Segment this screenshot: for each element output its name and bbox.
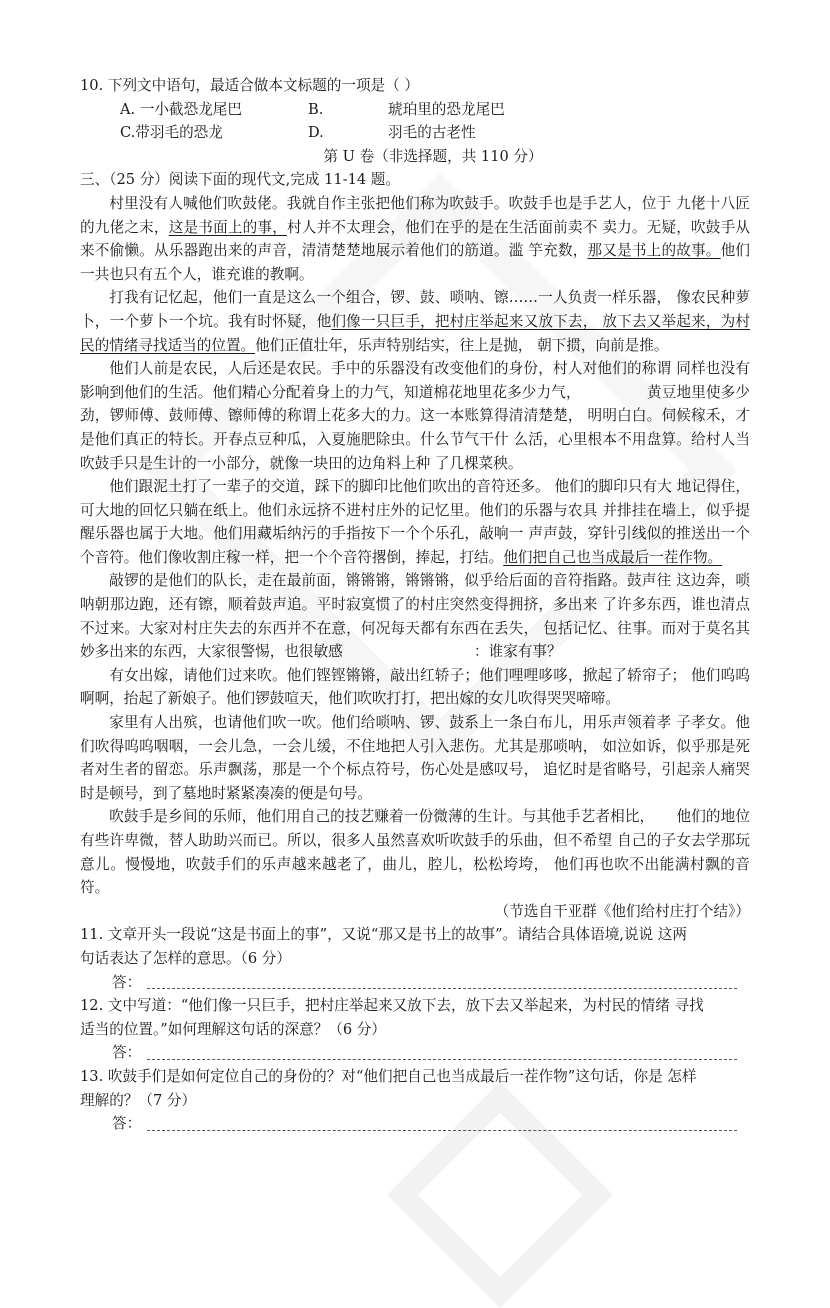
paragraph-text: 村人并不太理会，他们在乎的是在生活面前卖不 卖力。无疑，吹鼓手从来不偷懒。从乐器跑出来的声音，清清楚楚地展示着他们的筋道。滥 竽充数， bbox=[80, 218, 750, 260]
passage-paragraph-1 bbox=[80, 192, 750, 286]
section-3-heading: 三、（25 分）阅读下面的现代文,完成 11-14 题。 bbox=[80, 171, 400, 189]
part-2-title: 第 U 卷（非选择题，共 110 分） bbox=[323, 147, 543, 165]
paragraph-text: 他们正值壮年，乐声特别结实，往上是抛， 朝下掼，向前是推。 bbox=[255, 336, 669, 354]
option-c[interactable]: C.带羽毛的恐龙 bbox=[120, 124, 223, 142]
question-12-answer bbox=[80, 1041, 750, 1065]
exam-page bbox=[80, 74, 750, 1136]
question-10-options-row-2 bbox=[80, 121, 750, 145]
underlined-sentence-4: 他们把自己也当成最后一茬作物。 bbox=[503, 548, 723, 566]
passage-paragraph-7: 家里有人出殡，也请他们吹一吹。他们给唢呐、锣、鼓系上一条白布儿，用乐声领着孝 子孝女。他们吹得呜呜咽咽，一会儿急，一会儿缓，不住地把人引入悲伤。尤其是那唢呐， 如泣如诉，似乎那是死者对生者的留恋。乐声飘荡，那是一个个标点符号，伤心处是感叹号， 追忆时是省略号，引起亲人痛哭时是顿号，到了墓地时紧紧凑凑的便是句号。 bbox=[80, 714, 750, 802]
answer-blank-13[interactable] bbox=[147, 1116, 737, 1131]
question-11 bbox=[80, 923, 750, 994]
underlined-sentence-1: 这是书面上的事， bbox=[168, 218, 287, 236]
answer-blank-11[interactable] bbox=[147, 974, 737, 989]
question-11-answer bbox=[80, 971, 750, 995]
option-a[interactable]: A. 一小截恐龙尾巴 bbox=[120, 100, 242, 118]
passage-paragraph-6: 有女出嫁，请他们过来吹。他们铿铿锵锵，敲出红轿子；他们哩哩哆哆，掀起了轿帘子； 他们呜呜啊啊，抬起了新娘子。他们锣鼓喧天，他们吹吹打打，把出嫁的女儿吹得哭哭啼啼。 bbox=[80, 666, 750, 708]
question-12-line-2: 适当的位置。”如何理解这句话的深意？（6 分） bbox=[80, 1020, 386, 1038]
question-13-line-2: 理解的？（7 分） bbox=[80, 1091, 197, 1109]
question-13-line-1: 13. 吹鼓手们是如何定位自己的身份的？对“他们把自己也当成最后一茬作物”这句话，你是 怎样 bbox=[80, 1067, 697, 1085]
passage-paragraph-2 bbox=[80, 286, 750, 357]
option-d-letter[interactable]: D. bbox=[308, 124, 324, 142]
answer-label: 答： bbox=[112, 1044, 142, 1062]
question-13 bbox=[80, 1065, 750, 1136]
passage-paragraph-4 bbox=[80, 475, 750, 569]
question-11-line-1: 11. 文章开头一段说“这是书面上的事”，又说“那又是书上的故事”。请结合具体语境,说说 这两 bbox=[80, 926, 687, 944]
question-12-line-1: 12. 文中写道：“他们像一只巨手，把村庄举起来又放下去，放下去又举起来，为村民的情绪 寻找 bbox=[80, 997, 704, 1015]
underlined-sentence-2: 那又是书上的故事。 bbox=[587, 242, 721, 260]
option-b-letter[interactable]: B. bbox=[308, 100, 324, 118]
answer-label: 答： bbox=[112, 1115, 142, 1133]
question-11-line-2: 句话表达了怎样的意思。（6 分） bbox=[80, 949, 291, 967]
question-12 bbox=[80, 994, 750, 1065]
underlined-sentence-3: 们像一只巨手，把村庄举起来又放下去， 放下去又举起来，为村民的情绪寻找适当的位置。 bbox=[80, 312, 750, 354]
option-d-text[interactable]: 羽毛的古老性 bbox=[388, 124, 476, 142]
question-10-options-row-1 bbox=[80, 98, 750, 122]
passage-paragraph-5: 敲锣的是他们的队长，走在最前面，锵锵锵，锵锵锵，似乎给后面的音符指路。鼓声往 这边奔，唢呐朝那边跑，还有镲，顺着鼓声追。平时寂寞惯了的村庄突然变得拥挤，多出来 了许多东西，谁也清点不过来。大家对村庄失去的东西并不在意，何况每天都有东西在丢失， 包括记忆、往事。而对于莫名其妙多出来的东西，大家很警惕，也很敏感 ：谁家有事？ bbox=[80, 572, 750, 661]
passage-paragraph-8: 吹鼓手是乡间的乐师，他们用自己的技艺赚着一份微薄的生计。与其他手艺者相比， 他们的地位有些许卑微，替人助助兴而已。所以，很多人虽然喜欢听吹鼓手的乐曲，但不希望 自己的子女去学那玩意儿。慢慢地，吹鼓手们的乐声越来越老了，曲儿，腔儿，松松垮垮， 他们再也吹不出能满村飘的音符。 bbox=[80, 808, 750, 897]
paragraph-text: 他们跟泥土打了一辈子的交道，踩下的脚印比他们吹出的音符还多。 他们的脚印只有大 地记得住，可大地的回忆只躺在纸上。他们永远挤不进村庄外的记忆里。他们的乐器与农具 并排挂在墙上，似乎提醒乐器也属于大地。他们用藏垢纳污的手指按下一个个乐孔，敲响一 声声鼓，穿针引线似的推送出一个个音符。他们像收割庄稼一样，把一个个音符撂倒，捧起，打结。 bbox=[80, 478, 750, 566]
passage-source: （节选自干亚群《他们给村庄打个结》） bbox=[494, 902, 750, 920]
question-10-stem: 10. 下列文中语句，最适合做本文标题的一项是（ ） bbox=[80, 77, 419, 94]
option-b-text[interactable]: 琥珀里的恐龙尾巴 bbox=[388, 100, 505, 118]
paragraph-text: 打我有记忆起，他们一直是这么一个组合，锣、鼓、唢呐、镲……一人负责一样乐器， 像农民种萝卜，一个萝卜一个坑。我有时怀疑，他 bbox=[80, 289, 750, 330]
paragraph-text: 他们一共也只有五个人，谁充谁的教啊。 bbox=[80, 242, 750, 283]
passage-paragraph-3: 他们人前是农民，人后还是农民。手中的乐器没有改变他们的身份，村人对他们的称谓 同样也没有影响到他们的生活。他们精心分配着身上的力气，知道棉花地里花多少力气， 黄豆地里使多少劲，锣师傅、鼓师傅、镲师傅的称谓上花多大的力。这一本账算得清清楚楚， 明明白白。伺候稼禾，才是他们真正的特长。开春点豆种瓜，入夏施肥除虫。什么节气干什 么活，心里根本不用盘算。给村人当吹鼓手只是生计的一小部分，就像一块田的边角料上种 了几棵菜秧。 bbox=[80, 360, 750, 472]
question-13-answer bbox=[80, 1112, 750, 1136]
answer-label: 答： bbox=[112, 973, 142, 991]
paragraph-text: 村里没有人喊他们吹鼓佬。我就自作主张把他们称为吹鼓手。吹鼓手也是手艺人，位于 九佬十八匠的九佬之末， bbox=[80, 194, 750, 236]
answer-blank-12[interactable] bbox=[147, 1045, 737, 1060]
